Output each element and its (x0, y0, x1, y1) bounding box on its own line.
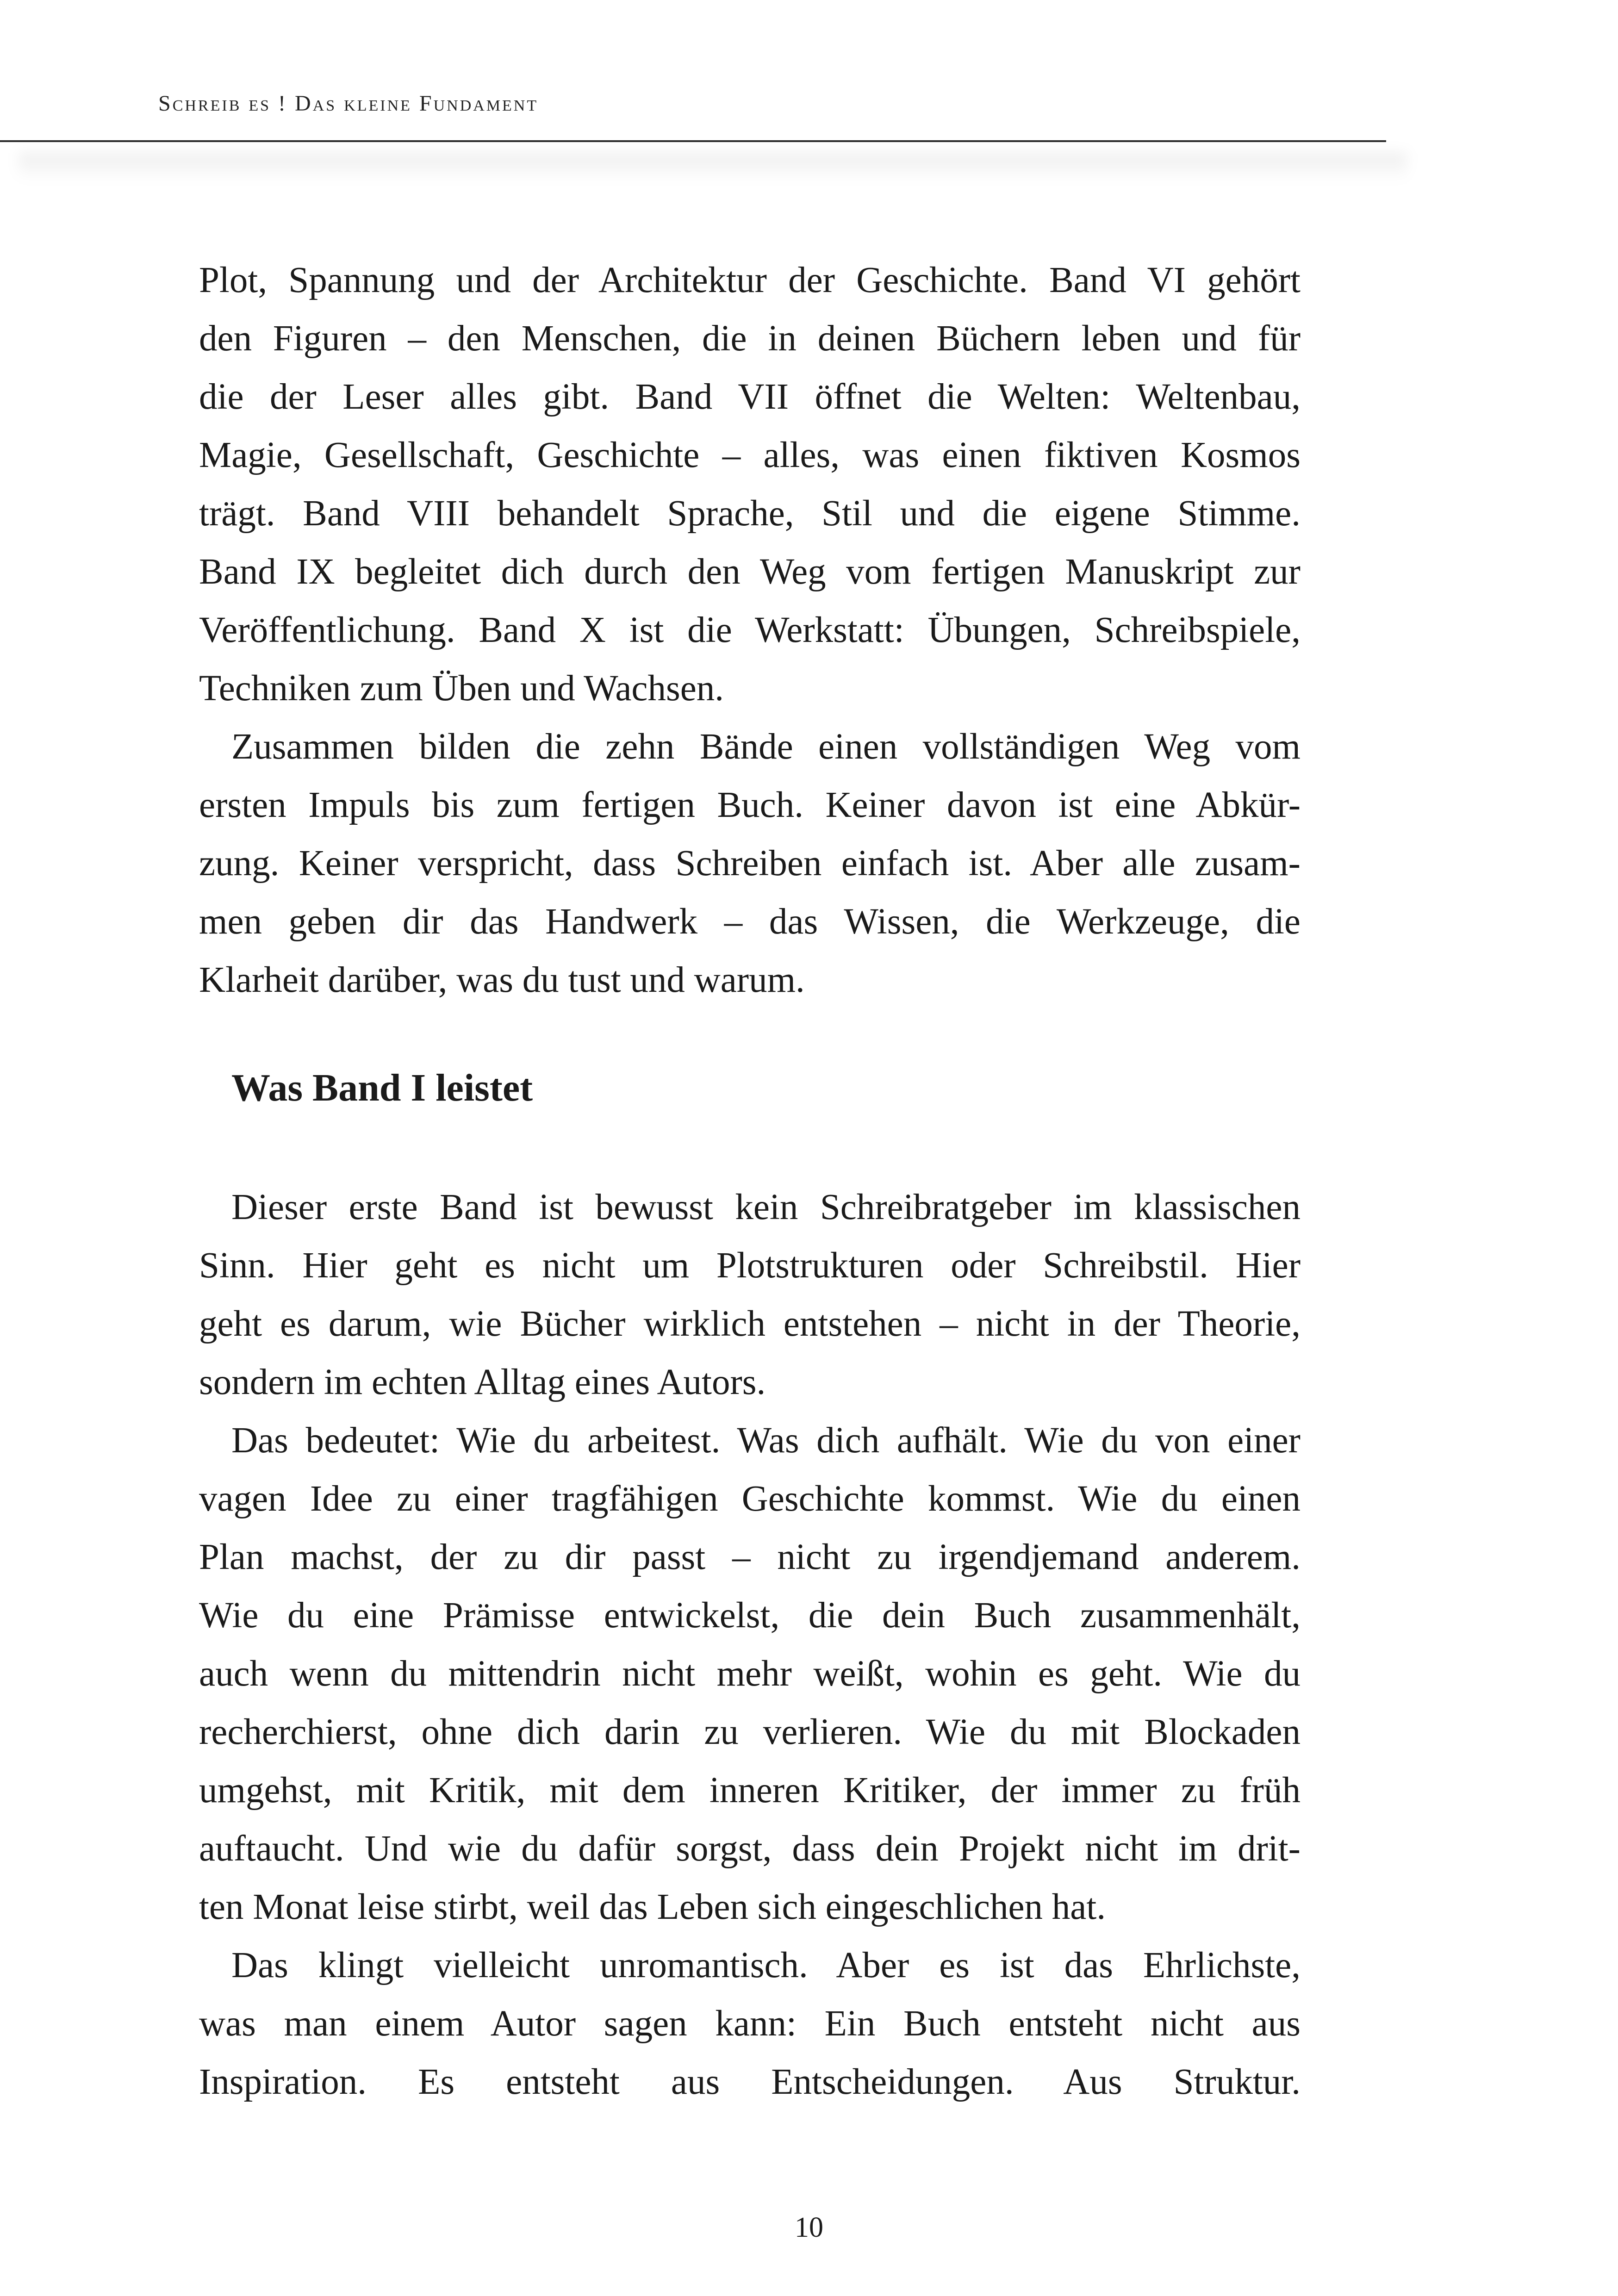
text-line: Das bedeutet: Wie du arbeitest. Was dich aufhält. Wie du von einer (231, 1420, 1301, 1461)
text-line: auftaucht. Und wie du dafür sorgst, dass dein Projekt nicht im drit- (199, 1829, 1301, 1869)
text-line: men geben dir das Handwerk – das Wissen, die Werkzeuge, die (199, 902, 1301, 942)
text-line: zung. Keiner verspricht, dass Schreiben einfach ist. Aber alle zusam- (199, 843, 1301, 884)
text-line: Dieser erste Band ist bewusst kein Schreibratgeber im klassischen (231, 1187, 1301, 1227)
text-line: vagen Idee zu einer tragfähigen Geschichte kommst. Wie du einen (199, 1479, 1301, 1519)
text-line: Band IX begleitet dich durch den Weg vom fertigen Manuskript zur (199, 552, 1301, 592)
text-line: Plan machst, der zu dir passt – nicht zu irgendjemand anderem. (199, 1537, 1301, 1577)
text-line: ersten Impuls bis zum fertigen Buch. Keiner davon ist eine Abkür- (199, 785, 1301, 825)
text-line: auch wenn du mittendrin nicht mehr weißt, wohin es geht. Wie du (199, 1654, 1301, 1694)
text-line: Techniken zum Üben und Wachsen. (199, 668, 724, 709)
text-line: Magie, Gesellschaft, Geschichte – alles, was einen fiktiven Kosmos (199, 435, 1301, 475)
text-line: Plot, Spannung und der Architektur der Geschichte. Band VI gehört (199, 260, 1301, 300)
text-line: Das klingt vielleicht unromantisch. Aber es ist das Ehrlichste, (231, 1945, 1301, 1985)
header-rule (0, 140, 1386, 142)
text-line: die der Leser alles gibt. Band VII öffnet die Welten: Weltenbau, (199, 377, 1301, 417)
text-line: Klarheit darüber, was du tust und warum. (199, 960, 805, 1000)
text-line: Sinn. Hier geht es nicht um Plotstrukturen oder Schreibstil. Hier (199, 1245, 1301, 1286)
header-shadow (19, 153, 1407, 180)
body-text-block-1 (199, 251, 1301, 1009)
text-line: den Figuren – den Menschen, die in deinen Büchern leben und für (199, 318, 1301, 359)
text-line: Inspiration. Es entsteht aus Entscheidungen. Aus Struktur. (199, 2062, 1301, 2102)
section-heading: Was Band I leistet (231, 1066, 533, 1109)
text-line: recherchierst, ohne dich darin zu verlieren. Wie du mit Blockaden (199, 1712, 1301, 1752)
running-head: Schreib es ! Das kleine Fundament (158, 91, 539, 116)
text-line: Veröffentlichung. Band X ist die Werkstatt: Übungen, Schreibspiele, (199, 610, 1301, 650)
text-line: Zusammen bilden die zehn Bände einen vollständigen Weg vom (231, 727, 1301, 767)
text-line: was man einem Autor sagen kann: Ein Buch entsteht nicht aus (199, 2004, 1301, 2044)
page-number: 10 (795, 2212, 823, 2243)
text-line: geht es darum, wie Bücher wirklich entstehen – nicht in der Theorie, (199, 1304, 1301, 1344)
text-line: trägt. Band VIII behandelt Sprache, Stil und die eigene Stimme. (199, 493, 1301, 534)
text-line: Wie du eine Prämisse entwickelst, die dein Buch zusammenhält, (199, 1595, 1301, 1636)
text-line: sondern im echten Alltag eines Autors. (199, 1362, 766, 1402)
text-line: ten Monat leise stirbt, weil das Leben sich eingeschlichen hat. (199, 1887, 1106, 1927)
body-text-block-2 (199, 1178, 1301, 2111)
text-line: umgehst, mit Kritik, mit dem inneren Kritiker, der immer zu früh (199, 1770, 1301, 1811)
